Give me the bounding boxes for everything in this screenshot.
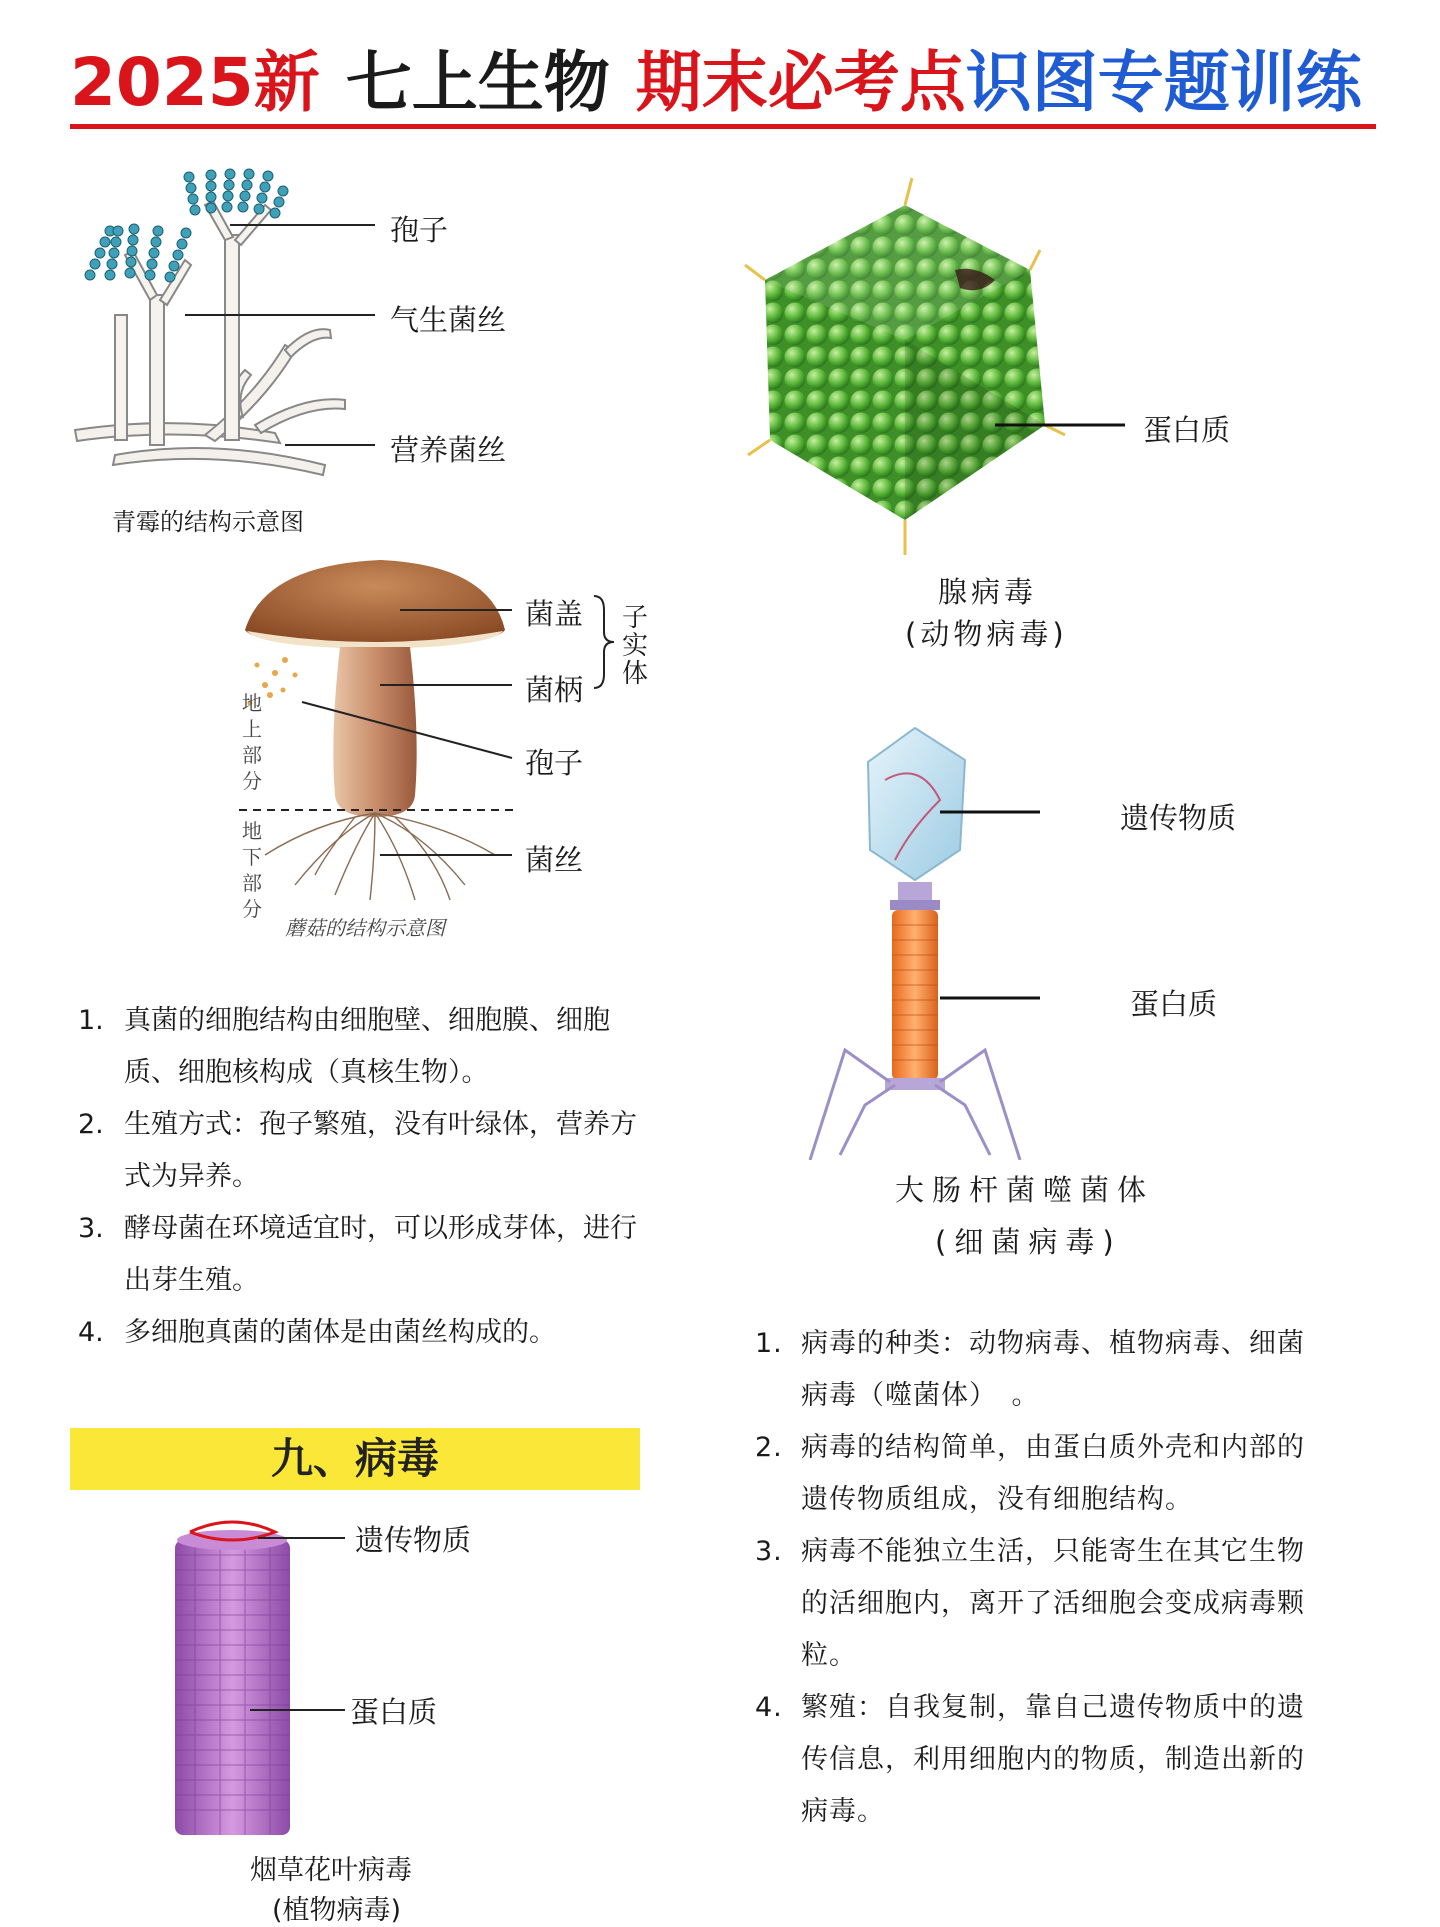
virus-point: 3. 病毒不能独立生活，只能寄生在其它生物 的活细胞内，离开了活细胞会变成病毒颗 粒。 (755, 1536, 1305, 1671)
phage-caption: 大肠杆菌噬菌体 (895, 1173, 1155, 1207)
mushroom-caption: 蘑菇的结构示意图 (285, 916, 445, 940)
title-exam: 期末必考点 (635, 44, 966, 121)
adenovirus-caption: 腺病毒 (938, 575, 1038, 609)
section-banner-virus: 九、病毒 (70, 1428, 640, 1490)
fungi-point: 3. 酵母菌在环境适宜时，可以形成芽体，进行 出芽生殖。 (78, 1213, 637, 1296)
title-underline (70, 124, 1376, 129)
adenovirus-leader-line (1070, 422, 1130, 432)
title-subject: 七上生物 (345, 44, 610, 121)
mushroom-leader-lines (290, 590, 525, 870)
label-phage-genetic: 遗传物质 (1120, 801, 1237, 835)
label-spore: 孢子 (390, 213, 449, 247)
title-year: 2025新 (70, 44, 320, 121)
label-mycelium: 菌丝 (525, 843, 584, 877)
virus-point: 2. 病毒的结构简单，由蛋白质外壳和内部的 遗传物质组成，没有细胞结构。 (755, 1432, 1305, 1515)
label-phage-protein: 蛋白质 (1130, 987, 1218, 1021)
fungi-point: 2. 生殖方式：孢子繁殖，没有叶绿体，营养方 式为异养。 (78, 1109, 637, 1192)
label-mushroom-spore: 孢子 (525, 746, 584, 780)
fungi-point: 4. 多细胞真菌的菌体是由菌丝构成的。 (78, 1317, 556, 1348)
phage-illustration (790, 720, 1040, 1160)
tmv-leader-lines (250, 1530, 350, 1730)
title-topic: 识图专题训练 (965, 44, 1362, 121)
fruiting-body-brace (590, 592, 620, 692)
label-stipe: 菌柄 (525, 673, 584, 707)
label-vegetative-hyphae: 营养菌丝 (390, 433, 507, 467)
penicillium-illustration (55, 165, 375, 495)
label-tmv-genetic: 遗传物质 (355, 1523, 472, 1557)
penicillium-caption: 青霉的结构示意图 (112, 508, 304, 536)
virus-point: 4. 繁殖：自我复制，靠自己遗传物质中的遗 传信息，利用细胞内的物质，制造出新的 病毒。 (755, 1692, 1305, 1827)
page-title (70, 38, 1380, 128)
label-below-ground: 地下部分 (242, 819, 262, 921)
virus-points (755, 1318, 1375, 1838)
label-fruiting-body: 子实体 (622, 603, 649, 689)
tmv-caption: 烟草花叶病毒 (250, 1855, 412, 1886)
fungi-points (78, 995, 698, 1359)
adenovirus-illustration (740, 170, 1070, 570)
tmv-caption-type: (植物病毒) (272, 1895, 402, 1926)
adenovirus-caption-type: (动物病毒) (905, 617, 1068, 651)
virus-point: 1. 病毒的种类：动物病毒、植物病毒、细菌 病毒（噬菌体） 。 (755, 1328, 1305, 1411)
label-adenovirus-protein: 蛋白质 (1143, 413, 1231, 447)
label-tmv-protein: 蛋白质 (350, 1695, 438, 1729)
fungi-point: 1. 真菌的细胞结构由细胞壁、细胞膜、细胞 质、细胞核构成（真核生物）。 (78, 1005, 610, 1088)
label-aerial-hyphae: 气生菌丝 (390, 303, 507, 337)
label-above-ground: 地上部分 (242, 691, 262, 793)
label-cap: 菌盖 (525, 597, 584, 631)
phage-caption-type: (细菌病毒) (935, 1225, 1122, 1259)
